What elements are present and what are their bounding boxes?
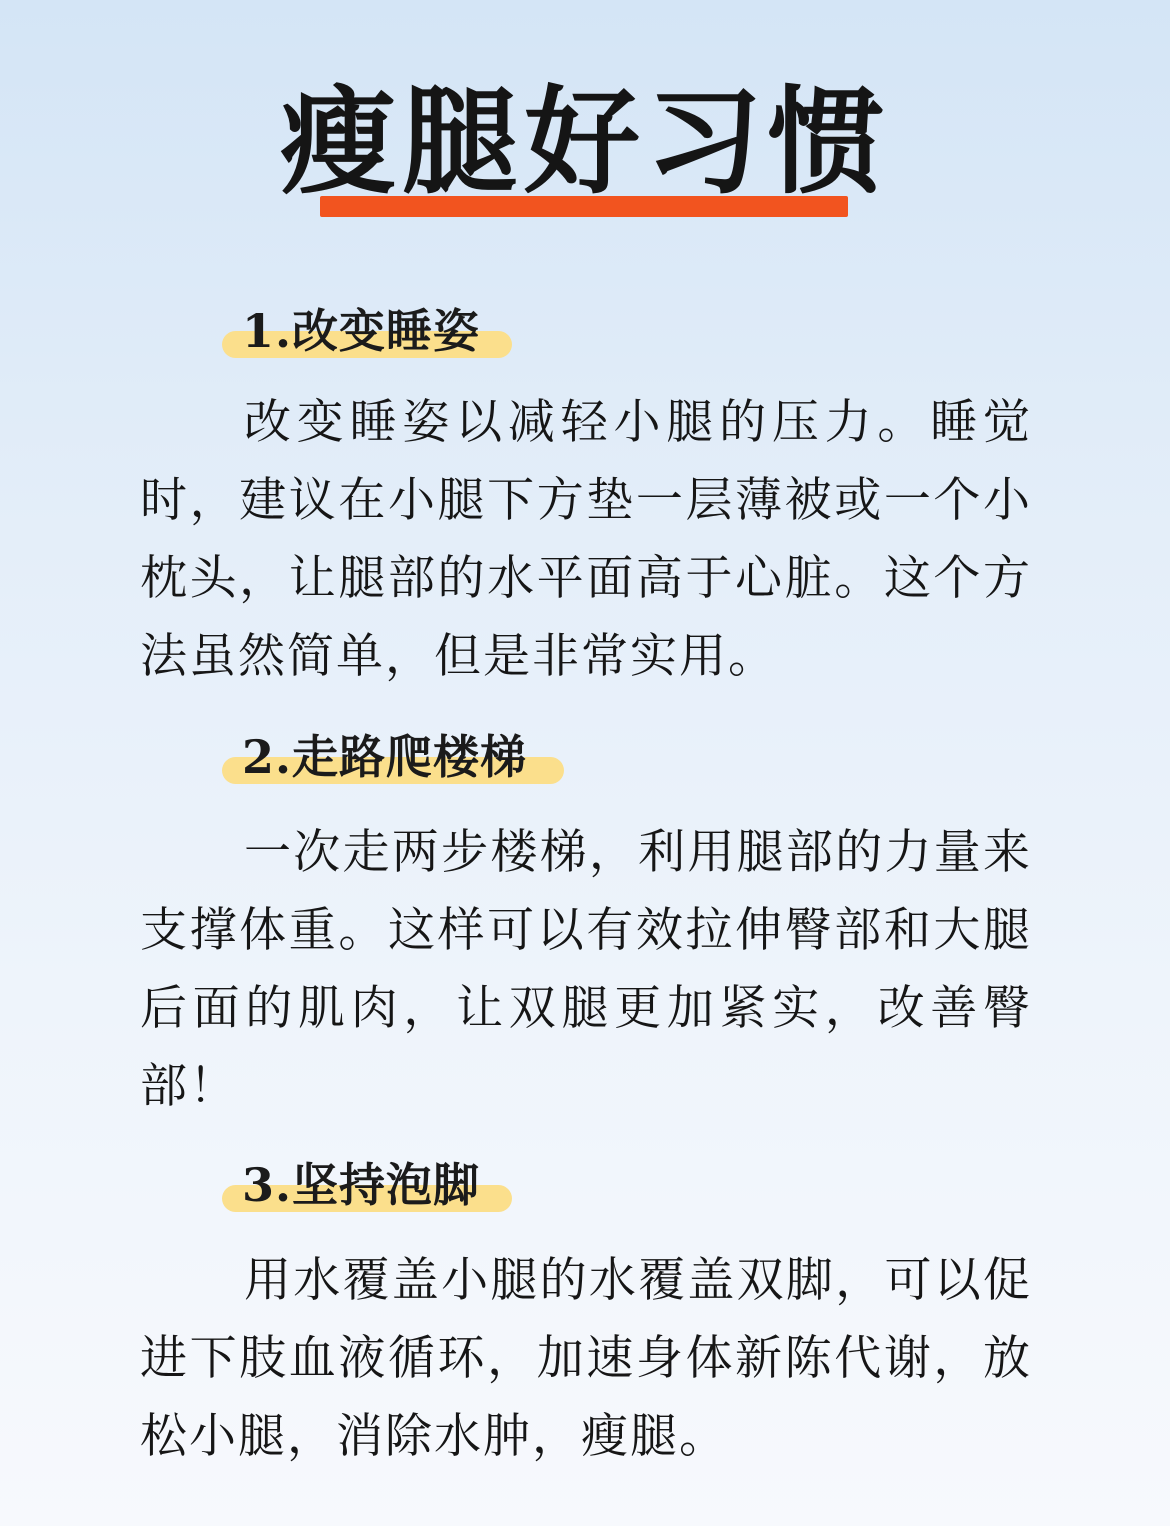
- section-body: 一次走两步楼梯，利用腿部的力量来支撑体重。这样可以有效拉伸臀部和大腿后面的肌肉，让双腿更加紧实，改善臀部！: [140, 825, 1032, 1114]
- section-sleep-posture: [140, 296, 1040, 696]
- section-body: 改变睡姿以减轻小腿的压力。睡觉时，建议在小腿下方垫一层薄被或一个小枕头，让腿部的水平面高于心脏。这个方法虽然简单，但是非常实用。: [140, 395, 1032, 684]
- section-heading-text: 2.走路爬楼梯: [242, 730, 528, 784]
- page-title: 瘦腿好习惯: [280, 75, 890, 210]
- section-heading: [222, 296, 480, 366]
- section-foot-soak: [140, 1150, 1040, 1476]
- section-climb-stairs: [140, 722, 1040, 1126]
- title-wrap: [0, 75, 1170, 210]
- section-heading-text: 3.坚持泡脚: [242, 1158, 481, 1212]
- section-heading: [222, 722, 527, 792]
- section-body: 用水覆盖小腿的水覆盖双脚，可以促进下肢血液循环，加速身体新陈代谢，放松小腿，消除水肿，瘦腿。: [140, 1253, 1032, 1464]
- section-heading: [222, 1150, 480, 1220]
- section-heading-text: 1.改变睡姿: [242, 304, 481, 358]
